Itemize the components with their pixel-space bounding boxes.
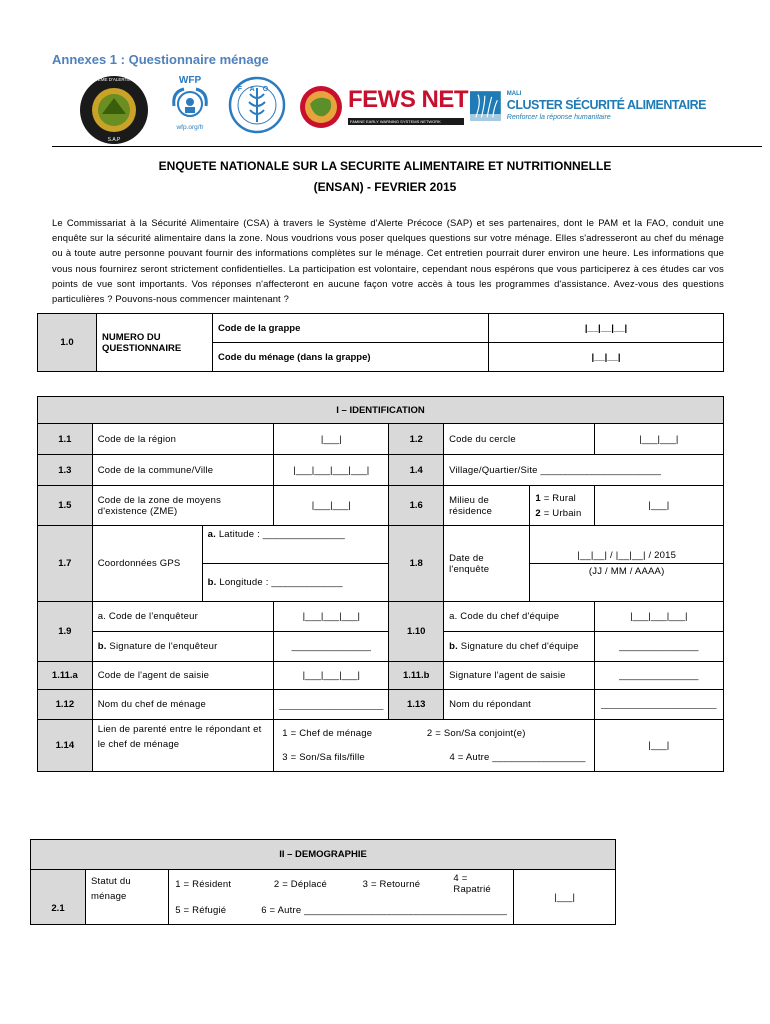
identification-table <box>37 396 724 772</box>
r14-num: 1.4 <box>389 455 444 486</box>
r21-option-2: 2 = Déplacé <box>273 878 328 890</box>
wfp-logo <box>160 72 220 134</box>
r17-label: Coordonnées GPS <box>92 526 202 602</box>
r18-num: 1.8 <box>389 526 444 602</box>
r17-latitude[interactable]: a. Latitude : _______________ <box>202 526 389 564</box>
r21-num: 2.1 <box>31 870 86 925</box>
sap-bottom-text: S.A.P <box>107 137 121 143</box>
r18-date-format: (JJ / MM / AAAA) <box>530 564 724 602</box>
intro-paragraph: Le Commissariat à la Sécurité Alimentaire (CSA) à travers le Système d'Alerte Précoce (SAP) et ses partenaires, dont le PAM et la FAO, conduit une enquête sur la sécurité alimentaire dans la zone. Nous voudrions vous poser quelques questions sur votre ménage. Elles s'adresseront au chef du ménage ou à toute autre personne pouvant fournir des informations complètes sur le ménage. Cet entretien pourrait durer environ une heure. Les informations que vous nous fournirez seront strictement confidentielles. La participation est volontaire, cependant nous espérons que vous participerez à ces études car vos points de vue sont importants. Vos réponses n'affecteront en aucune façon votre accès à tous les programmes d'assistance. Avez-vous des questions particulières ? Pouvons-nous commencer maintenant ? <box>52 217 724 305</box>
r114-option-3: 3 = Son/Sa fils/fille <box>282 752 365 763</box>
r16-option-rural: 1 = Rural <box>535 492 576 504</box>
r114-num: 1.14 <box>38 720 93 772</box>
q10-grappe-box[interactable]: |__|__|__| <box>489 314 724 343</box>
r19-num: 1.9 <box>38 602 93 662</box>
survey-title: ENQUETE NATIONALE SUR LA SECURITE ALIMENTAIRE ET NUTRITIONNELLE <box>158 159 612 173</box>
annex-title: Annexes 1 : Questionnaire ménage <box>52 52 269 67</box>
r18-label: Date de l'enquête <box>444 526 530 602</box>
r19a-label: a. Code de l'enquêteur <box>92 602 274 632</box>
r113-num: 1.13 <box>389 690 444 720</box>
sap-ring-text: SYSTEME D'ALERTE PRECOCE <box>86 77 154 82</box>
survey-subtitle: (ENSAN) - FEVRIER 2015 <box>313 180 457 194</box>
r111b-label: Signature l'agent de saisie <box>444 662 594 690</box>
r15-label: Code de la zone de moyens d'existence (ZME) <box>92 486 274 526</box>
demographie-header: II – DEMOGRAPHIE <box>31 840 616 870</box>
q10-menage-label: Code du ménage (dans la grappe) <box>213 343 489 372</box>
r111b-signature[interactable]: _______________ <box>594 662 723 690</box>
fewsnet-text: FEWS NET <box>348 86 468 113</box>
r112-num: 1.12 <box>38 690 93 720</box>
fewsnet-logo <box>298 84 468 130</box>
r11-num: 1.1 <box>38 424 93 455</box>
cluster-name: CLUSTER SÉCURITÉ ALIMENTAIRE <box>506 98 706 113</box>
wfp-text: WFP <box>178 75 202 86</box>
r110-num: 1.10 <box>389 602 444 662</box>
wfp-wreath-icon <box>168 86 212 124</box>
q10-menage-box[interactable]: |__|__| <box>489 343 724 372</box>
r112-name-line[interactable]: ______________________ <box>274 690 389 720</box>
identification-header: I – IDENTIFICATION <box>38 397 724 424</box>
cluster-wheat-icon <box>470 80 501 132</box>
cluster-mali: MALI <box>506 91 522 98</box>
cluster-tagline: Renforcer la réponse humanitaire <box>506 113 611 121</box>
r16-box[interactable]: |___| <box>594 486 723 526</box>
cluster-logo <box>470 80 706 132</box>
q10-label: NUMERO DU QUESTIONNAIRE <box>97 314 213 372</box>
r114-option-4[interactable]: 4 = Autre _________________ <box>449 752 586 763</box>
r112-label: Nom du chef de ménage <box>92 690 274 720</box>
r16-num: 1.6 <box>389 486 444 526</box>
r114-options <box>274 720 594 772</box>
q10-number: 1.0 <box>38 314 97 372</box>
r11-label: Code de la région <box>92 424 274 455</box>
r16-options <box>530 486 594 526</box>
fao-logo <box>228 76 286 134</box>
demographie-table <box>30 839 616 925</box>
r21-option-6[interactable]: 6 = Autre _____________________________________ <box>261 904 508 916</box>
r13-num: 1.3 <box>38 455 93 486</box>
fewsnet-globe-icon <box>298 84 344 130</box>
r12-num: 1.2 <box>389 424 444 455</box>
r21-option-5: 5 = Réfugié <box>175 904 227 916</box>
r21-label: Statut du ménage <box>86 870 169 925</box>
r111a-box[interactable]: |___|___|___| <box>274 662 389 690</box>
r110b-signature[interactable]: _______________ <box>594 632 723 662</box>
sap-emblem-icon <box>78 74 154 146</box>
r21-option-3: 3 = Retourné <box>362 878 421 890</box>
r21-box[interactable]: |___| <box>514 870 616 925</box>
r19b-label: b. Signature de l'enquêteur <box>92 632 274 662</box>
r21-option-1: 1 = Résident <box>175 878 232 890</box>
r13-box[interactable]: |___|___|___|___| <box>274 455 389 486</box>
r111b-num: 1.11.b <box>389 662 444 690</box>
r21-options <box>169 870 514 925</box>
r114-box[interactable]: |___| <box>594 720 723 772</box>
r21-option-4: 4 = Rapatrié <box>453 873 491 895</box>
r19a-box[interactable]: |___|___|___| <box>274 602 389 632</box>
r15-num: 1.5 <box>38 486 93 526</box>
fewsnet-subtitle: FAMINE EARLY WARNING SYSTEMS NETWORK <box>348 118 464 125</box>
r16-label: Milieu de résidence <box>444 486 530 526</box>
r110b-label: b. Signature du chef d'équipe <box>444 632 594 662</box>
r16-option-urbain: 2 = Urbain <box>535 507 582 519</box>
r19b-signature[interactable]: _______________ <box>274 632 389 662</box>
header-rule <box>52 146 762 147</box>
r114-option-1: 1 = Chef de ménage <box>282 728 373 739</box>
r111a-num: 1.11.a <box>38 662 93 690</box>
r13-label: Code de la commune/Ville <box>92 455 274 486</box>
r113-name-line[interactable]: __________________________ <box>594 690 723 720</box>
wfp-url: wfp.org/fr <box>176 124 204 131</box>
r111a-label: Code de l'agent de saisie <box>92 662 274 690</box>
questionnaire-number-table <box>37 313 724 372</box>
r18-date-box[interactable]: |__|__| / |__|__| / 2015 <box>530 526 724 564</box>
fao-text: FAO <box>237 86 277 93</box>
r114-option-2: 2 = Son/Sa conjoint(e) <box>426 728 526 739</box>
r14-label[interactable]: Village/Quartier/Site ______________________ <box>444 455 724 486</box>
r17-num: 1.7 <box>38 526 93 602</box>
r113-label: Nom du répondant <box>444 690 594 720</box>
r12-box[interactable]: |___|___| <box>594 424 723 455</box>
q10-grappe-label: Code de la grappe <box>213 314 489 343</box>
r110a-label: a. Code du chef d'équipe <box>444 602 594 632</box>
r12-label: Code du cercle <box>444 424 594 455</box>
r114-label: Lien de parenté entre le répondant et le chef de ménage <box>92 720 274 772</box>
r15-box[interactable]: |___|___| <box>274 486 389 526</box>
sap-logo <box>78 74 154 146</box>
fao-emblem-icon <box>228 76 286 134</box>
r11-box[interactable]: |___| <box>274 424 389 455</box>
r17-longitude[interactable]: b. Longitude : _____________ <box>202 564 389 602</box>
r110a-box[interactable]: |___|___|___| <box>594 602 723 632</box>
